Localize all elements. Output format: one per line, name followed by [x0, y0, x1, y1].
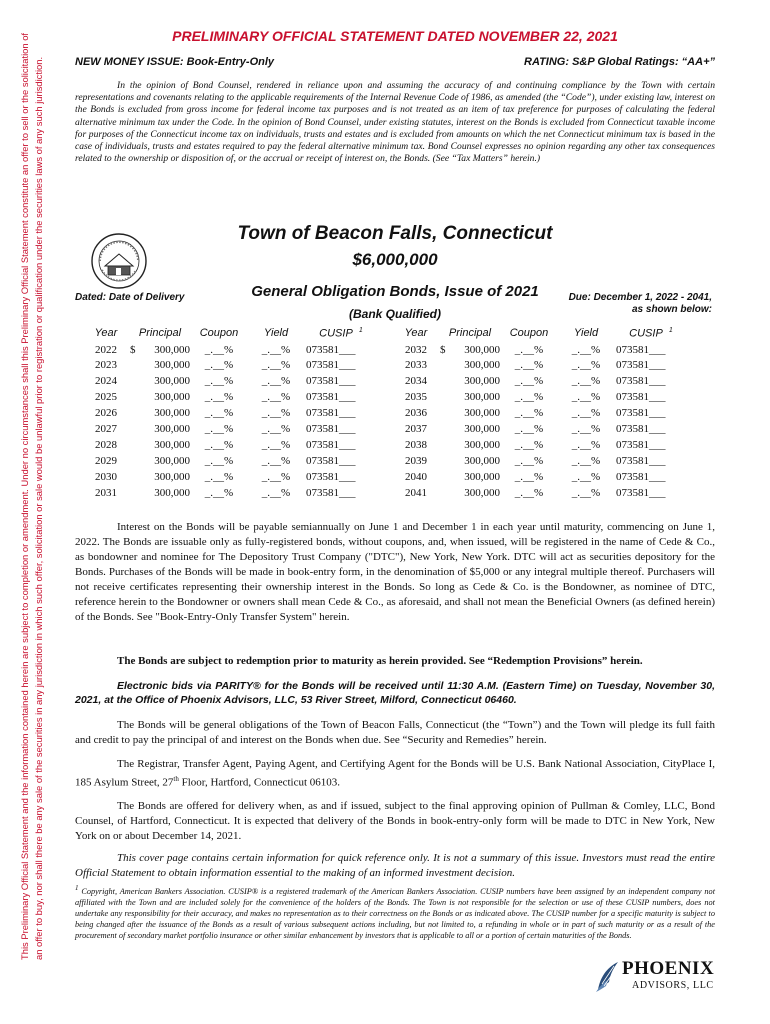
- principal-dollar-sign: $: [130, 343, 136, 356]
- maturity-coupon: _.__%: [204, 359, 234, 372]
- maturity-year: 2029: [95, 454, 117, 467]
- logo-name: PHOENIX: [622, 958, 715, 979]
- maturity-year: 2030: [95, 470, 117, 483]
- maturity-principal: 300,000: [154, 343, 190, 356]
- maturity-coupon: _.__%: [204, 407, 234, 420]
- maturity-cusip: 073581___: [616, 359, 666, 372]
- registrar-text-a: The Registrar, Transfer Agent, Paying Agent, and Certifying Agent for the Bonds will be U.S. Bank National Association, CityPlace I, 185 Asylum Street, 27: [75, 758, 715, 789]
- maturity-coupon: _.__%: [514, 343, 544, 356]
- maturity-row: [82, 437, 376, 453]
- footnote-mark: 1: [75, 884, 79, 892]
- maturity-coupon: _.__%: [204, 391, 234, 404]
- maturity-principal: 300,000: [464, 486, 500, 499]
- principal-dollar-sign: [440, 421, 452, 437]
- maturity-coupon: _.__%: [514, 454, 544, 467]
- maturity-year: 2035: [405, 391, 427, 404]
- maturity-yield: _.__%: [571, 343, 601, 356]
- maturity-yield: _.__%: [261, 454, 291, 467]
- col-coupon: Coupon: [199, 327, 239, 340]
- logo-sub: ADVISORS, LLC: [632, 980, 714, 991]
- maturity-coupon: _.__%: [204, 375, 234, 388]
- maturity-principal: 300,000: [154, 359, 190, 372]
- maturity-principal: 300,000: [154, 470, 190, 483]
- cover-notice-paragraph: This cover page contains certain information for quick reference only. It is not a summary of this issue. Investors must read the entire Official Statement to obtain information essential to the making of an informed investment decision.: [75, 852, 715, 879]
- col-principal: Principal: [448, 327, 492, 340]
- maturity-row: [82, 485, 376, 501]
- maturity-row: [392, 453, 686, 469]
- maturity-year: 2026: [95, 407, 117, 420]
- maturity-coupon: _.__%: [204, 486, 234, 499]
- maturity-year: 2024: [95, 375, 117, 388]
- maturity-cusip: 073581___: [306, 407, 356, 420]
- interest-paragraph: Interest on the Bonds will be payable semiannually on June 1 and December 1 in each year until maturity, commencing on June 1, 2022. The Bonds are issuable only as fully-registered bonds, without coupons, and, when issued, will be registered in the name of Cede & Co., as bondowner and nominee for The Depository Trust Company ("DTC"), New York, New York. DTC will act as securities depository for the Bonds. Purchases of the Bonds will be made in book-entry form, in the denomination of $5,000 or any integral multiple thereof. Purchasers will not receive certificates representing their ownership interest in the Bonds. So long as Cede & Co. is the Bondowner, as nominee of DTC, reference herein to the Bondowner or owners shall mean Cede & Co., as aforesaid, and shall not mean the Beneficial Owners (as defined herein) of the Bonds. See "Book-Entry-Only Transfer System" herein.: [75, 521, 715, 623]
- maturity-coupon: _.__%: [204, 343, 234, 356]
- cusip-footnote-ref: 1: [358, 327, 363, 334]
- maturity-yield: _.__%: [261, 375, 291, 388]
- col-year: Year: [404, 327, 428, 340]
- bank-qualified: (Bank Qualified): [348, 307, 441, 321]
- due-line-2: as shown below:: [631, 304, 712, 315]
- maturity-yield: _.__%: [571, 486, 601, 499]
- maturity-principal: 300,000: [464, 438, 500, 451]
- principal-dollar-sign: [130, 485, 142, 501]
- maturity-yield: _.__%: [571, 454, 601, 467]
- maturity-yield: _.__%: [571, 423, 601, 436]
- maturity-year: 2028: [95, 438, 117, 451]
- maturity-row: [392, 358, 686, 374]
- maturity-cusip: 073581___: [616, 454, 666, 467]
- maturity-principal: 300,000: [154, 391, 190, 404]
- maturity-year: 2038: [405, 438, 427, 451]
- maturity-coupon: _.__%: [204, 454, 234, 467]
- maturity-year: 2040: [405, 470, 427, 483]
- maturity-year: 2039: [405, 454, 427, 467]
- maturity-yield: _.__%: [261, 407, 291, 420]
- maturity-principal: 300,000: [464, 343, 500, 356]
- maturity-cusip: 073581___: [306, 486, 356, 499]
- issue-amount: $6,000,000: [352, 250, 438, 269]
- maturity-yield: _.__%: [261, 391, 291, 404]
- offered-paragraph: The Bonds are offered for delivery when, as and if issued, subject to the final approving opinion of Pullman & Comley, LLC, Bond Counsel, of Hartford, Connecticut. It is expected that delivery of the Bonds in book-entry-only form will be made to DTC in New York, New York on or about December 14, 2021.: [75, 800, 715, 842]
- maturity-principal: 300,000: [464, 391, 500, 404]
- maturity-yield: _.__%: [571, 407, 601, 420]
- col-cusip: [304, 327, 376, 342]
- maturity-yield: _.__%: [261, 486, 291, 499]
- footnote-text: Copyright, American Bankers Association. CUSIP® is a registered trademark of the American Bankers Association. CUSIP numbers have been assigned by an independent company not affiliated with the Town and are included solely for the convenience of the holders of the Bonds. The Town is not responsible for the selection or use of these CUSIP numbers, does not undertake any responsibility for their accuracy, and makes no representation as to their correctness on the Bonds or as indicated above. The CUSIP number for a specific maturity is subject to being changed after the issuance of the Bonds as a result of various subsequent actions including, but not limited to, a refunding in whole or in part of such maturity or as a result of the procurement of secondary market portfolio insurance or other similar enhancement by investors that is applicable to all or a portion of certain maturities of the Bonds.: [75, 886, 716, 940]
- bids-paragraph: Electronic bids via PARITY® for the Bonds will be received until 11:30 A.M. (Eastern Time) on Tuesday, November 30, 2021, at the Office of Phoenix Advisors, LLC, 53 River Street, Milford, Connecticut 06460.: [75, 680, 715, 706]
- maturity-coupon: _.__%: [514, 423, 544, 436]
- maturity-yield: _.__%: [261, 470, 291, 483]
- principal-dollar-sign: [130, 421, 142, 437]
- maturity-table-left: [82, 327, 382, 501]
- bond-title: General Obligation Bonds, Issue of 2021: [251, 283, 539, 300]
- maturity-principal: 300,000: [154, 375, 190, 388]
- maturity-row: [82, 389, 376, 405]
- maturity-year: 2034: [405, 375, 427, 388]
- maturity-cusip: 073581___: [616, 470, 666, 483]
- maturity-coupon: _.__%: [514, 375, 544, 388]
- maturity-row: [392, 469, 686, 485]
- col-year: Year: [94, 327, 118, 340]
- maturity-yield: _.__%: [571, 359, 601, 372]
- maturity-year: 2037: [405, 423, 427, 436]
- maturity-cusip: 073581___: [616, 375, 666, 388]
- maturity-coupon: _.__%: [204, 423, 234, 436]
- principal-dollar-sign: [440, 358, 452, 374]
- town-name: Town of Beacon Falls, Connecticut: [237, 223, 553, 244]
- principal-dollar-sign: [130, 469, 142, 485]
- maturity-yield: _.__%: [571, 375, 601, 388]
- principal-dollar-sign: [440, 437, 452, 453]
- maturity-row: [82, 373, 376, 389]
- maturity-principal: 300,000: [464, 454, 500, 467]
- maturity-coupon: _.__%: [514, 470, 544, 483]
- maturity-cusip: 073581___: [306, 359, 356, 372]
- col-cusip-label: CUSIP: [319, 327, 353, 340]
- maturity-row: [392, 342, 686, 358]
- principal-dollar-sign: $: [440, 343, 446, 356]
- maturity-coupon: _.__%: [514, 438, 544, 451]
- maturity-row: [392, 373, 686, 389]
- obligation-paragraph: The Bonds will be general obligations of the Town of Beacon Falls, Connecticut (the “Town”) and the Town will pledge its full faith and credit to pay the principal of and interest on the Bonds when due. See “Security and Remedies” herein.: [75, 719, 715, 746]
- maturity-yield: _.__%: [571, 438, 601, 451]
- principal-dollar-sign: [440, 453, 452, 469]
- maturity-principal: 300,000: [154, 423, 190, 436]
- registrar-text-b: Floor, Hartford, Connecticut 06103.: [178, 776, 341, 789]
- maturity-row: [392, 389, 686, 405]
- maturity-row: [392, 437, 686, 453]
- issue-line: [75, 56, 715, 68]
- principal-dollar-sign: [130, 389, 142, 405]
- maturity-principal: 300,000: [464, 470, 500, 483]
- maturity-principal: 300,000: [154, 454, 190, 467]
- col-cusip-label: CUSIP: [629, 327, 663, 340]
- principal-dollar-sign: [130, 405, 142, 421]
- maturity-cusip: 073581___: [616, 486, 666, 499]
- principal-dollar-sign: [130, 437, 142, 453]
- maturity-coupon: _.__%: [514, 407, 544, 420]
- principal-dollar-sign: [130, 358, 142, 374]
- col-cusip: [614, 327, 686, 342]
- maturity-cusip: 073581___: [616, 438, 666, 451]
- maturity-principal: 300,000: [154, 407, 190, 420]
- maturity-cusip: 073581___: [306, 343, 356, 356]
- principal-dollar-sign: [440, 389, 452, 405]
- col-principal: Principal: [138, 327, 182, 340]
- due-date: [569, 292, 712, 316]
- maturity-year: 2025: [95, 391, 117, 404]
- phoenix-advisors-logo: [594, 958, 724, 998]
- maturity-year: 2033: [405, 359, 427, 372]
- maturity-row: [392, 485, 686, 501]
- side-notice-text: This Preliminary Official Statement and the information contained herein are subject to completion or amendment. Under no circumstances shall this Preliminary Official Statement constitute an offer to sell or the solicitation of an offer to buy, nor shall there be any sale of the securities in any jurisdiction in which such offer, solicitation or sale would be unlawful prior to registration or qualification under the securities laws of any such jurisdiction.: [19, 32, 44, 960]
- maturity-coupon: _.__%: [204, 438, 234, 451]
- maturity-cusip: 073581___: [616, 407, 666, 420]
- maturity-cusip: 073581___: [306, 438, 356, 451]
- maturity-cusip: 073581___: [306, 423, 356, 436]
- maturity-year: 2027: [95, 423, 117, 436]
- dated-date: Dated: Date of Delivery: [75, 292, 185, 303]
- maturity-table-right: [392, 327, 692, 501]
- col-yield: Yield: [573, 327, 599, 340]
- principal-dollar-sign: [130, 453, 142, 469]
- page-header-title: PRELIMINARY OFFICIAL STATEMENT DATED NOVEMBER 22, 2021: [172, 28, 618, 44]
- maturity-yield: _.__%: [261, 343, 291, 356]
- col-coupon: Coupon: [509, 327, 549, 340]
- cusip-footnote-ref: 1: [668, 327, 673, 334]
- principal-dollar-sign: [130, 373, 142, 389]
- registrar-paragraph: [75, 757, 715, 791]
- maturity-year: 2031: [95, 486, 117, 499]
- maturity-coupon: _.__%: [204, 470, 234, 483]
- maturity-yield: _.__%: [261, 423, 291, 436]
- maturity-cusip: 073581___: [616, 343, 666, 356]
- maturity-row: [392, 421, 686, 437]
- maturity-coupon: _.__%: [514, 486, 544, 499]
- maturity-row: [82, 453, 376, 469]
- maturity-principal: 300,000: [464, 375, 500, 388]
- maturity-row: [392, 405, 686, 421]
- maturity-yield: _.__%: [261, 438, 291, 451]
- maturity-year: 2023: [95, 359, 117, 372]
- rating: RATING: S&P Global Ratings: “AA+”: [524, 56, 715, 68]
- principal-dollar-sign: [440, 373, 452, 389]
- maturity-yield: _.__%: [571, 470, 601, 483]
- redemption-paragraph: The Bonds are subject to redemption prior to maturity as herein provided. See “Redemption Provisions” herein.: [117, 655, 643, 667]
- due-line-1: Due: December 1, 2022 - 2041,: [568, 292, 712, 303]
- maturity-cusip: 073581___: [616, 423, 666, 436]
- maturity-principal: 300,000: [154, 486, 190, 499]
- tax-opinion: In the opinion of Bond Counsel, rendered in reliance upon and assuming the accuracy of and continuing compliance by the Town with certain representations and covenants relating to the applicable requirements of the Internal Revenue Code of 1986, as amended (the “Code”), under existing law, interest on the Bonds is excluded from gross income for federal income tax purposes and is not treated as an item of tax preference for purposes of calculating the federal alternative minimum tax under the Code. In the opinion of Bond Counsel, under existing statutes, interest on the Bonds is excluded from Connecticut taxable income for purposes of the Connecticut income tax on individuals, trusts and estates and is excluded from amounts on which the net Connecticut minimum tax is based in the case of individuals, trusts and estates required to pay the federal alternative minimum tax. Bond Counsel expresses no opinion regarding any other tax consequences related to the ownership or disposition of, or the accrual or receipt of interest on, the Bonds. (See “Tax Matters” herein.): [75, 80, 715, 165]
- maturity-principal: 300,000: [464, 407, 500, 420]
- principal-dollar-sign: [440, 485, 452, 501]
- maturity-year: 2022: [95, 343, 117, 356]
- maturity-principal: 300,000: [464, 359, 500, 372]
- maturity-coupon: _.__%: [514, 359, 544, 372]
- maturity-year: 2036: [405, 407, 427, 420]
- maturity-coupon: _.__%: [514, 391, 544, 404]
- maturity-cusip: 073581___: [306, 454, 356, 467]
- maturity-year: 2041: [405, 486, 427, 499]
- col-yield: Yield: [263, 327, 289, 340]
- side-notice: [18, 20, 78, 980]
- cusip-footnote: [75, 883, 715, 941]
- maturity-row: [82, 469, 376, 485]
- registrar-ordinal: th: [173, 775, 179, 783]
- maturity-principal: 300,000: [464, 423, 500, 436]
- maturity-row: [82, 421, 376, 437]
- principal-dollar-sign: [440, 469, 452, 485]
- principal-dollar-sign: [440, 405, 452, 421]
- maturity-cusip: 073581___: [306, 375, 356, 388]
- maturity-year: 2032: [405, 343, 427, 356]
- maturity-yield: _.__%: [571, 391, 601, 404]
- issue-type: NEW MONEY ISSUE: Book-Entry-Only: [75, 56, 275, 68]
- maturity-cusip: 073581___: [306, 391, 356, 404]
- maturity-row: [82, 342, 376, 358]
- maturity-row: [82, 358, 376, 374]
- maturity-principal: 300,000: [154, 438, 190, 451]
- phoenix-wing-icon: [594, 960, 620, 994]
- maturity-row: [82, 405, 376, 421]
- maturity-cusip: 073581___: [306, 470, 356, 483]
- maturity-cusip: 073581___: [616, 391, 666, 404]
- maturity-yield: _.__%: [261, 359, 291, 372]
